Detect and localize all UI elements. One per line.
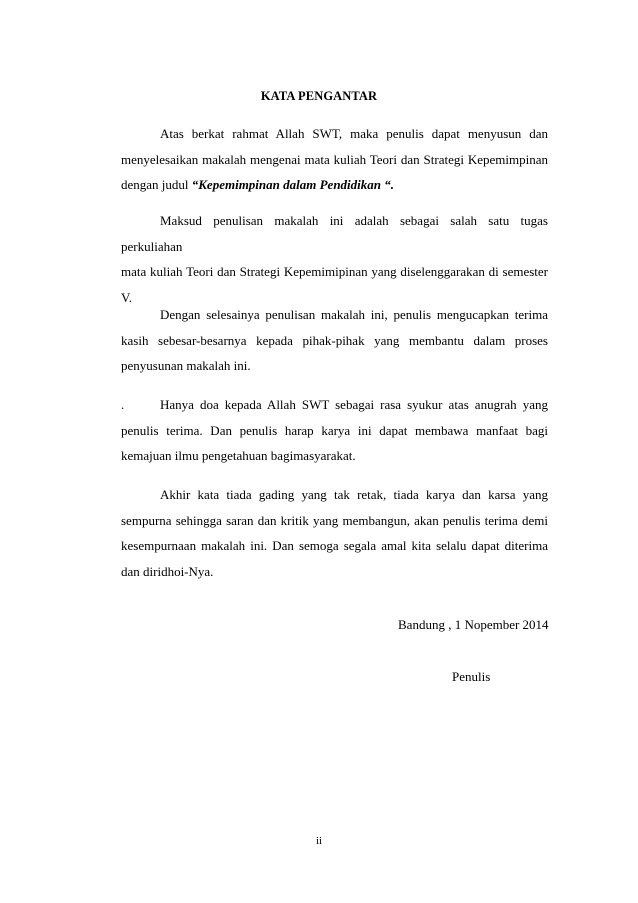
paragraph-line: mata kuliah Teori dan Strategi Kepemimipinan yang diselenggarakan di semester <box>121 264 548 280</box>
signature-label: Penulis <box>452 669 491 684</box>
paragraph-line: kesempurnaan makalah ini. Dan semoga segala amal kita selalu dapat diterima <box>121 538 548 554</box>
paragraph-line: penulis terima. Dan penulis harap karya ini dapat membawa manfaat bagi <box>121 422 548 438</box>
paragraph-line: kasih sebesar-besarnya kepada pihak-pihak yang membantu dalam proses <box>121 332 548 348</box>
paragraph-line: menyelesaikan makalah mengenai mata kuliah Teori dan Strategi Kepemimpinan <box>121 151 548 167</box>
paragraph-4 <box>121 392 548 469</box>
page-number: ii <box>315 835 323 847</box>
page-title: KATA PENGANTAR <box>260 89 378 103</box>
paragraph-1 <box>121 121 548 198</box>
paragraph-line: Dengan selesainya penulisan makalah ini, penulis mengucapkan terima <box>160 307 548 322</box>
paragraph-line: V. <box>121 289 132 305</box>
paragraph-2 <box>121 208 548 310</box>
paragraph-5 <box>121 482 548 584</box>
paragraph-line: kemajuan ilmu pengetahuan bagimasyarakat. <box>121 448 356 464</box>
paragraph-line: Maksud penulisan makalah ini adalah sebagai salah satu tugas perkuliahan <box>121 213 548 254</box>
paragraph-line: Atas berkat rahmat Allah SWT, maka penulis dapat menyusun dan <box>160 126 548 141</box>
place-and-date: Bandung , 1 Nopember 2014 <box>398 617 549 632</box>
paragraph-lead-char: . <box>121 397 125 412</box>
paragraph-line: sempurna sehingga saran dan kritik yang membangun, akan penulis terima demi <box>121 512 548 528</box>
paragraph-line <box>121 392 548 418</box>
paragraph-3 <box>121 302 548 379</box>
paragraph-line-text: Hanya doa kepada Allah SWT sebagai rasa syukur atas anugrah yang <box>160 397 548 412</box>
paper-title-emphasis: “Kepemimpinan dalam Pendidikan “. <box>191 177 395 193</box>
paragraph-line: penyusunan makalah ini. <box>121 358 251 374</box>
paragraph-line: Akhir kata tiada gading yang tak retak, tiada karya dan karsa yang <box>160 487 548 502</box>
paragraph-line: dan diridhoi-Nya. <box>121 563 214 579</box>
paragraph-line-prefix: dengan judul <box>121 177 192 193</box>
paragraph-line <box>121 172 548 198</box>
